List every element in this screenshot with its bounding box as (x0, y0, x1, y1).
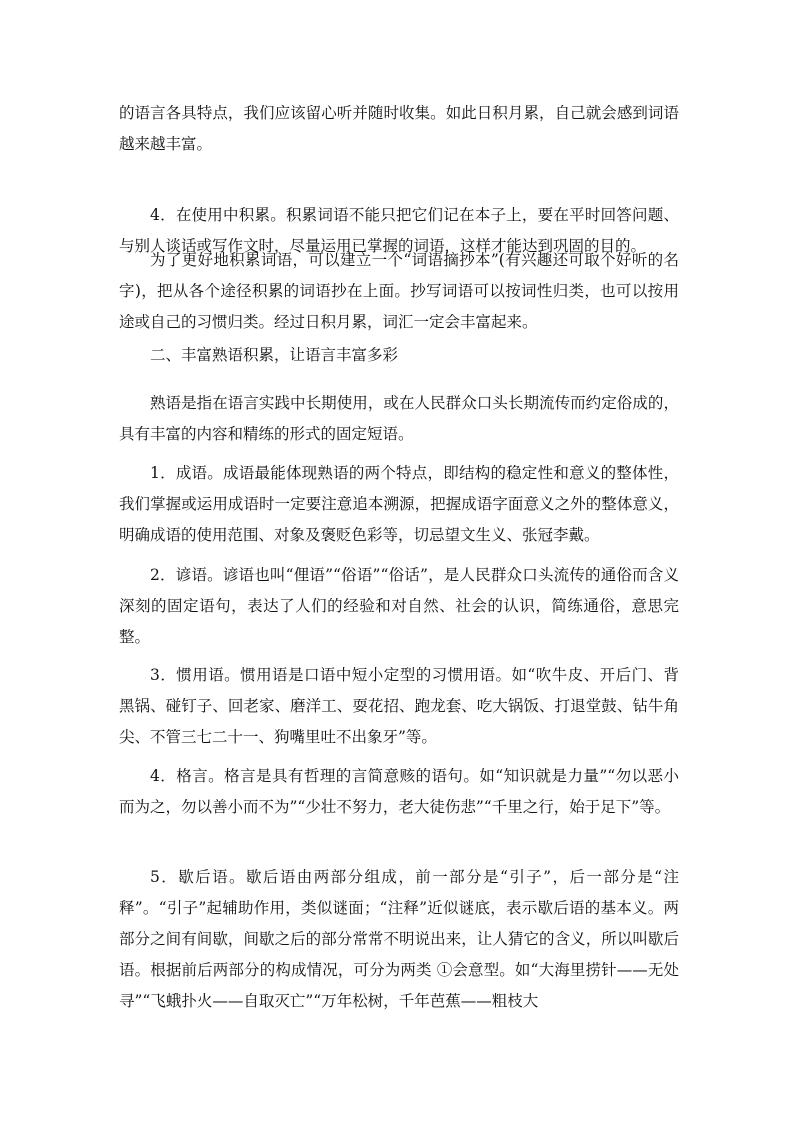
paragraph-xiehouyu: 5．歇后语。歇后语由两部分组成，前一部分是“引子”，后一部分是“注释”。“引子”起辅助作用，类似谜面；“注释”近似谜底，表示歇后语的基本义。两部分之间有间歇，间歇之后的部分常常不明说出来，让人猜它的含义，所以叫歇后语。根据前后两部分的构成情况，可分为两类 ①会意型。如“大海里捞针——无处寻”“飞蛾扑火——自取灭亡”“万年松树，千年芭蕉——粗枝大 (119, 868, 679, 1010)
section-heading-idioms: 二、丰富熟语积累，让语言丰富多彩 (150, 346, 399, 364)
paragraph-geyan: 4．格言。格言是具有哲理的言简意赅的语句。如“知识就是力量”“勿以恶小而为之，勿以善小而不为”“少壮不努力，老大徒伤悲”“千里之行，始于足下”等。 (119, 767, 679, 816)
paragraph-guanyongyu: 3．惯用语。惯用语是口语中短小定型的习惯用语。如“吹牛皮、开后门、背黑锅、碰钉子、回老家、磨洋工、耍花招、跑龙套、吃大锅饭、打退堂鼓、钻牛角尖、不管三七二十一、狗嘴里吐不出象牙”等。 (119, 666, 679, 746)
paragraph-point-4-usage: 4．在使用中积累。积累词语不能只把它们记在本子上，要在平时回答问题、与别人谈话或写作文时，尽量运用已掌握的词语，这样才能达到巩固的目的。 (119, 206, 679, 255)
paragraph-word-notebook: 为了更好地积累词语，可以建立一个“词语摘抄本”(有兴趣还可取个好听的名字)，把从各个途径积累的词语抄在上面。抄写词语可以按词性归类，也可以按用途或自己的习惯归类。经过日积月累，词汇一定会丰富起来。 (119, 251, 679, 331)
paragraph-chengyu: 1．成语。成语最能体现熟语的两个特点，即结构的稳定性和意义的整体性，我们掌握或运用成语时一定要注意追本溯源，把握成语字面意义之外的整体意义，明确成语的使用范围、对象及褒贬色彩等，切忌望文生义、张冠李戴。 (119, 464, 679, 544)
paragraph-idiom-definition: 熟语是指在语言实践中长期使用，或在人民群众口头长期流传而约定俗成的，具有丰富的内容和精练的形式的固定短语。 (119, 394, 679, 443)
paragraph-continuation: 的语言各具特点，我们应该留心听并随时收集。如此日积月累，自己就会感到词语越来越丰富。 (119, 104, 679, 153)
paragraph-yanyu: 2．谚语。谚语也叫“俚语”“俗语”“俗话”，是人民群众口头流传的通俗而含义深刻的固定语句，表达了人们的经验和对自然、社会的认识，简练通俗，意思完整。 (119, 566, 679, 646)
